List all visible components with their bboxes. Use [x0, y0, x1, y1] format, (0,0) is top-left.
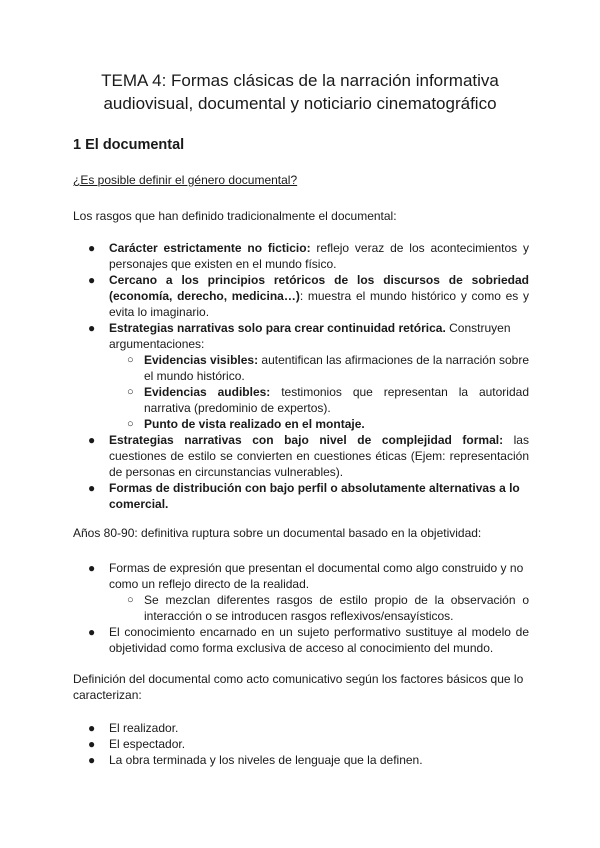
bullet-icon: ● — [88, 433, 96, 447]
bullet-icon: ● — [88, 721, 96, 735]
hollow-bullet-icon: ○ — [127, 418, 134, 430]
years-sub-text: Se mezclan diferentes rasgos de estilo propio de la observación o interacción o se introducen rasgos reflexivos/ensayísticos. — [144, 593, 529, 623]
trait-bold: Formas de distribución con bajo perfil o absolutamente alternativas a lo comercial. — [109, 481, 520, 511]
list-item — [73, 432, 529, 480]
trait-bold: Estrategias narrativas solo para crear continuidad retórica. — [109, 321, 446, 335]
page-title: TEMA 4: Formas clásicas de la narración informativa audiovisual, documental y noticiario cinematográfico — [101, 71, 499, 113]
list-item — [73, 272, 529, 320]
factor-text: La obra terminada y los niveles de lenguaje que la definen. — [109, 753, 423, 767]
section-heading: 1 El documental — [73, 137, 185, 153]
sub-trait-text: testimonios que representan la autoridad narrativa (predominio de expertos). — [144, 385, 529, 415]
trait-text: : muestra el mundo histórico y como es y evita lo imaginario. — [109, 289, 530, 319]
years-intro: Años 80-90: definitiva ruptura sobre un documental basado en la objetividad: — [73, 526, 482, 540]
bullet-icon: ● — [88, 273, 96, 287]
bullet-icon: ● — [88, 561, 96, 575]
bullet-icon: ● — [88, 241, 96, 255]
sub-trait-bold: Evidencias audibles: — [144, 385, 271, 399]
sub-trait-bold: Evidencias visibles: — [144, 353, 259, 367]
list-item — [73, 752, 529, 768]
bullet-icon: ● — [88, 625, 96, 639]
years-item-text: Formas de expresión que presentan el documental como algo construido y no como un reflejo directo de la realidad. — [109, 561, 524, 591]
bullet-icon: ● — [88, 321, 96, 335]
list-item — [73, 624, 529, 656]
list-item — [73, 560, 529, 624]
sub-trait-text: autentifican las afirmaciones de la narración sobre el mundo histórico. — [144, 353, 529, 383]
sub-list-item — [109, 592, 529, 624]
list-item — [73, 480, 529, 512]
traits-list — [73, 240, 529, 512]
trait-text: reflejo veraz de los acontecimientos y personajes que existen en el mundo físico. — [109, 241, 529, 271]
bullet-icon: ● — [88, 481, 96, 495]
factor-text: El realizador. — [109, 721, 179, 735]
sub-list-item — [109, 384, 529, 416]
sub-list — [109, 592, 529, 624]
definition-intro: Definición del documental como acto comunicativo según los factores básicos que lo caracterizan: — [73, 672, 524, 702]
list-item — [73, 320, 529, 432]
sub-list-item — [109, 352, 529, 384]
sub-trait-bold: Punto de vista realizado en el montaje. — [144, 417, 365, 431]
years-list — [73, 560, 529, 656]
trait-text: las cuestiones de estilo se convierten en cuestiones éticas (Ejem: representación de personas en circunstancias vulnerables). — [109, 433, 529, 479]
traits-intro: Los rasgos que han definido tradicionalmente el documental: — [73, 209, 397, 223]
trait-bold: Cercano a los principios retóricos de los discursos de sobriedad (economía, derecho, medicina…) — [109, 273, 529, 303]
section-question: ¿Es posible definir el género documental? — [73, 173, 298, 187]
bullet-icon: ● — [88, 737, 96, 751]
factor-text: El espectador. — [109, 737, 186, 751]
trait-bold: Carácter estrictamente no ficticio: — [109, 241, 311, 255]
sub-list-item — [109, 416, 529, 432]
trait-text: Construyen argumentaciones: — [109, 321, 511, 351]
list-item — [73, 240, 529, 272]
sub-list — [109, 352, 529, 432]
hollow-bullet-icon: ○ — [127, 594, 134, 606]
bullet-icon: ● — [88, 753, 96, 767]
hollow-bullet-icon: ○ — [127, 386, 134, 398]
list-item — [73, 736, 529, 752]
factors-list — [73, 720, 529, 768]
years-item-text: El conocimiento encarnado en un sujeto performativo sustituye al modelo de objetividad como forma exclusiva de acceso al conocimiento del mundo. — [109, 625, 529, 655]
hollow-bullet-icon: ○ — [127, 354, 134, 366]
list-item — [73, 720, 529, 736]
trait-bold: Estrategias narrativas con bajo nivel de complejidad formal: — [109, 433, 504, 447]
